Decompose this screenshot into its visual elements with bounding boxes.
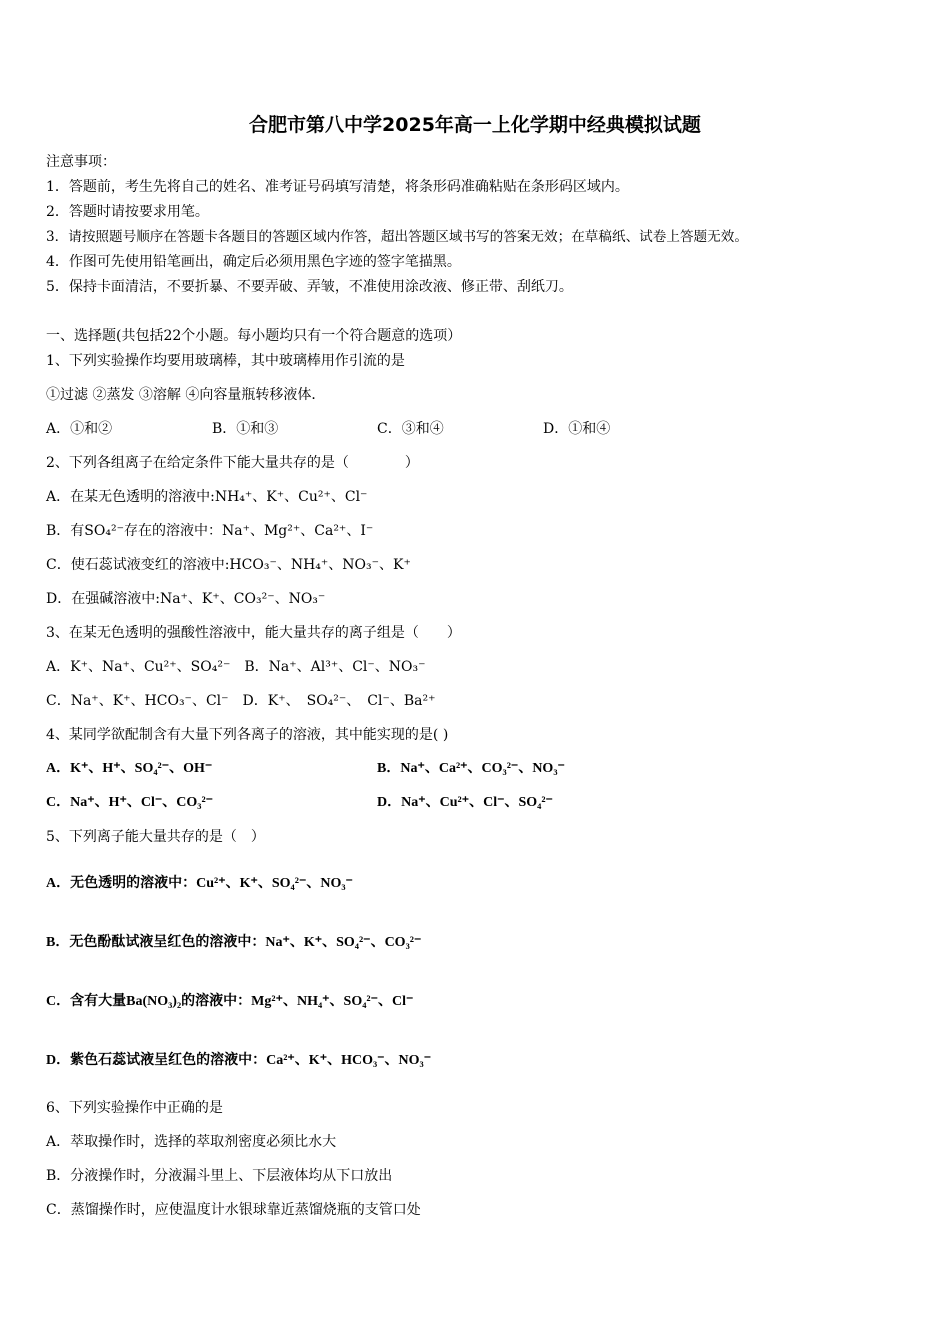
question-stem: 4、某同学欲配制含有大量下列各离子的溶液，其中能实现的是( ) xyxy=(46,727,449,743)
question-stem: 6、下列实验操作中正确的是 xyxy=(46,1100,223,1116)
question-substem: ①过滤 ②蒸发 ③溶解 ④向容量瓶转移液体． xyxy=(46,387,326,403)
option-c: C．使石蕊试液变红的溶液中:HCO₃⁻、NH₄⁺、NO₃⁻、K⁺ xyxy=(46,557,411,573)
option-a: A．在某无色透明的溶液中:NH₄⁺、K⁺、Cu²⁺、Cl⁻ xyxy=(46,489,368,505)
option-a: A．萃取操作时，选择的萃取剂密度必须比水大 xyxy=(46,1134,337,1150)
notice-item: 3．请按照题号顺序在答题卡各题目的答题区域内作答，超出答题区域书写的答案无效；在草稿纸、试卷上答题无效。 xyxy=(46,229,748,245)
question-stem: 5、下列离子能大量共存的是（ ） xyxy=(46,829,265,845)
option-c: C．蒸馏操作时，应使温度计水银球靠近蒸馏烧瓶的支管口处 xyxy=(46,1202,421,1218)
option-d: D．紫色石蕊试液呈红色的溶液中：Ca²⁺、K⁺、HCO₃⁻、NO₃⁻ xyxy=(46,1053,432,1068)
option-b: B．有SO₄²⁻存在的溶液中：Na⁺、Mg²⁺、Ca²⁺、I⁻ xyxy=(46,523,374,539)
option-d: D．①和④ xyxy=(543,421,611,437)
option-ab: A．K⁺、Na⁺、Cu²⁺、SO₄²⁻ B．Na⁺、Al³⁺、Cl⁻、NO₃⁻ xyxy=(46,659,426,675)
option-b: B．Na⁺、Ca²⁺、CO₃²⁻、NO₃⁻ xyxy=(377,761,565,776)
notice-item: 4．作图可先使用铅笔画出，确定后必须用黑色字迹的签字笔描黑。 xyxy=(46,254,461,270)
option-b: B．①和③ xyxy=(212,421,279,437)
notice-item: 1．答题前，考生先将自己的姓名、准考证号码填写清楚，将条形码准确粘贴在条形码区域内。 xyxy=(46,179,629,195)
question-stem: 3、在某无色透明的强酸性溶液中，能大量共存的离子组是（ ） xyxy=(46,625,461,641)
page-title: 合肥市第八中学2025年高一上化学期中经典模拟试题 xyxy=(249,114,701,136)
option-a: A．无色透明的溶液中：Cu²⁺、K⁺、SO₄²⁻、NO₃⁻ xyxy=(46,876,353,891)
notice-item: 5．保持卡面清洁，不要折暴、不要弄破、弄皱，不准使用涂改液、修正带、刮纸刀。 xyxy=(46,279,573,295)
option-a: A．K⁺、H⁺、SO₄²⁻、OH⁻ xyxy=(46,761,213,776)
option-d: D．Na⁺、Cu²⁺、Cl⁻、SO₄²⁻ xyxy=(377,795,553,810)
option-b: B．分液操作时，分液漏斗里上、下层液体均从下口放出 xyxy=(46,1168,393,1184)
option-a: A．①和② xyxy=(46,421,113,437)
option-c: C．Na⁺、H⁺、Cl⁻、CO₃²⁻ xyxy=(46,795,214,810)
question-stem: 1、下列实验操作均要用玻璃棒，其中玻璃棒用作引流的是 xyxy=(46,353,405,369)
section-heading: 一、选择题(共包括22个小题。每小题均只有一个符合题意的选项） xyxy=(46,328,462,344)
option-c: C．③和④ xyxy=(377,421,444,437)
option-d: D．在强碱溶液中:Na⁺、K⁺、CO₃²⁻、NO₃⁻ xyxy=(46,591,326,607)
notice-heading: 注意事项： xyxy=(46,154,116,170)
option-c: C．含有大量Ba(NO₃)₂的溶液中：Mg²⁺、NH₄⁺、SO₄²⁻、Cl⁻ xyxy=(46,994,414,1009)
option-b: B．无色酚酞试液呈红色的溶液中：Na⁺、K⁺、SO₄²⁻、CO₃²⁻ xyxy=(46,935,422,950)
notice-item: 2．答题时请按要求用笔。 xyxy=(46,204,209,220)
option-cd: C．Na⁺、K⁺、HCO₃⁻、Cl⁻ D．K⁺、 SO₄²⁻、 Cl⁻、Ba²⁺ xyxy=(46,693,436,709)
question-stem: 2、下列各组离子在给定条件下能大量共存的是（ ） xyxy=(46,455,419,471)
